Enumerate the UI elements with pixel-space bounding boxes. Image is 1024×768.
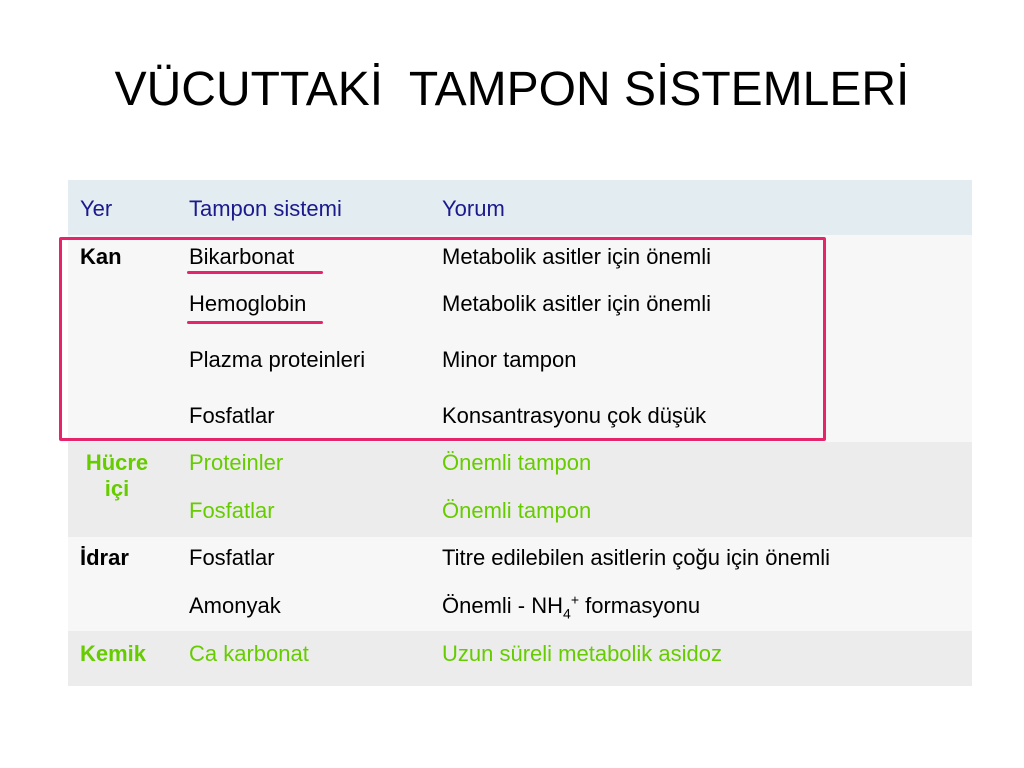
comment-fosfatlar-hucre: Önemli tampon [442, 498, 592, 523]
row-label-hucre-ici: Hücre içi [85, 450, 149, 501]
row-label-kemik: Kemik [80, 641, 147, 666]
slide-title: VÜCUTTAKİ TAMPON SİSTEMLERİ [114, 63, 910, 116]
row-label-kan: Kan [80, 244, 122, 269]
comment-bikarbonat: Metabolik asitler için önemli [442, 244, 711, 269]
comment-amonyak [442, 591, 701, 622]
system-ca-karbonat: Ca karbonat [189, 641, 309, 666]
comment-amonyak-suffix: formasyonu [579, 593, 701, 618]
system-hemoglobin: Hemoglobin [189, 291, 307, 316]
system-fosfatlar-idrar: Fosfatlar [189, 545, 275, 570]
system-fosfatlar-kan: Fosfatlar [189, 403, 275, 428]
system-amonyak: Amonyak [189, 593, 281, 618]
header-yer: Yer [80, 196, 113, 221]
comment-proteinler: Önemli tampon [442, 450, 592, 475]
nh4-superscript: + [570, 591, 579, 608]
nh4-subscript: 4 [563, 605, 571, 622]
system-fosfatlar-hucre: Fosfatlar [189, 498, 275, 523]
comment-fosfatlar-idrar: Titre edilebilen asitlerin çoğu için önemli [442, 545, 831, 570]
system-bikarbonat: Bikarbonat [189, 244, 295, 269]
header-tampon-sistemi: Tampon sistemi [189, 196, 342, 221]
comment-plazma-proteinleri: Minor tampon [442, 347, 577, 372]
row-label-idrar: İdrar [80, 545, 129, 570]
system-proteinler: Proteinler [189, 450, 284, 475]
comment-fosfatlar-kan: Konsantrasyonu çok düşük [442, 403, 707, 428]
comment-hemoglobin: Metabolik asitler için önemli [442, 291, 711, 316]
system-plazma-proteinleri: Plazma proteinleri [189, 347, 366, 372]
kan-highlight-box [59, 237, 826, 441]
comment-amonyak-prefix: Önemli - NH [442, 593, 564, 618]
comment-ca-karbonat: Uzun süreli metabolik asidoz [442, 641, 723, 666]
header-yorum: Yorum [442, 196, 505, 221]
